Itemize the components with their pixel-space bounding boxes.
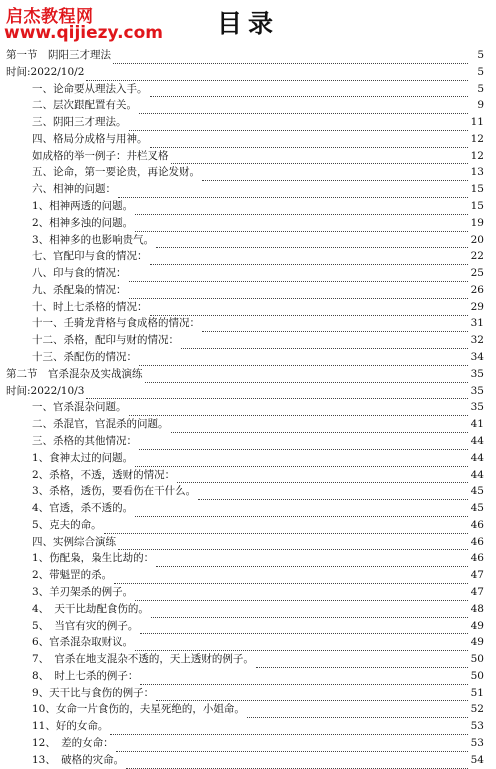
toc-dot-leader: [139, 437, 468, 450]
toc-dot-leader: [135, 638, 468, 651]
toc-entry[interactable]: [0, 81, 496, 98]
toc-page-number: 22: [470, 250, 484, 263]
toc-entry[interactable]: [0, 332, 496, 349]
toc-entry[interactable]: [0, 500, 496, 517]
toc-entry[interactable]: [0, 232, 496, 249]
toc-dot-leader: [198, 487, 468, 500]
toc-entry-title: 八、印与食的情况：: [32, 267, 127, 280]
toc-page-number: 54: [470, 753, 484, 766]
toc-dot-leader: [150, 303, 469, 316]
toc-page-number: 34: [470, 351, 484, 364]
toc-dot-leader: [118, 537, 468, 550]
toc-entry[interactable]: [0, 467, 496, 484]
toc-page-number: 46: [470, 518, 484, 531]
toc-entry-title: 1、食神太过的问题。: [32, 451, 134, 464]
toc-page-number: 20: [470, 233, 484, 246]
toc-entry[interactable]: [0, 282, 496, 299]
toc-dot-leader: [202, 319, 468, 332]
toc-dot-leader: [140, 621, 468, 634]
toc-page-number: 25: [470, 267, 484, 280]
toc-entry[interactable]: [0, 567, 496, 584]
toc-entry[interactable]: [0, 349, 496, 366]
toc-entry-title: 2、杀格，不透，透财的情况：: [32, 468, 176, 481]
toc-entry[interactable]: [0, 517, 496, 534]
toc-section-entry[interactable]: [0, 47, 496, 64]
toc-entry-title: 七、官配印与食的情况：: [32, 250, 148, 263]
toc-entry[interactable]: [0, 735, 496, 752]
toc-entry-title: 三、杀格的其他情况：: [32, 434, 137, 447]
toc-entry-title: 5、克夫的命。: [32, 518, 102, 531]
toc-entry-title: 12、 差的女命：: [32, 737, 114, 750]
toc-entry-title: 时间:2022/10/2: [6, 65, 85, 78]
toc-dot-leader: [135, 219, 468, 232]
toc-dot-leader: [139, 101, 468, 114]
toc-page-number: 9: [477, 99, 484, 112]
toc-page-number: 51: [470, 686, 484, 699]
toc-dot-leader: [256, 655, 468, 668]
toc-dot-leader: [140, 672, 468, 685]
toc-dot-leader: [156, 554, 468, 567]
toc-entry-title: 3、相神多的也影响贵气。: [32, 233, 155, 246]
toc-entry-title: 时间:2022/10/3: [6, 384, 85, 397]
toc-entry-title: 十三、杀配伤的情况：: [32, 351, 137, 364]
toc-entry-title: 十一、壬骑龙背格与食成格的情况：: [32, 317, 200, 330]
toc-entry-title: 如成格的举一例子：井栏叉格: [32, 149, 169, 162]
toc-entry-title: 第一节 阴阳三才理法: [6, 48, 111, 61]
toc-page-number: 44: [470, 434, 484, 447]
toc-entry[interactable]: [0, 114, 496, 131]
toc-entry[interactable]: [0, 164, 496, 181]
toc-section-entry[interactable]: [0, 383, 496, 400]
toc-entry-title: 六、相神的问题：: [32, 183, 116, 196]
toc-entry[interactable]: [0, 265, 496, 282]
toc-dot-leader: [116, 739, 468, 752]
toc-dot-leader: [135, 202, 468, 215]
toc-entry[interactable]: [0, 752, 496, 769]
toc-dot-leader: [114, 571, 468, 584]
toc-entry-title: 2、带魁罡的杀。: [32, 569, 113, 582]
toc-entry[interactable]: [0, 433, 496, 450]
toc-entry-title: 二、杀混官，官混杀的问题。: [32, 418, 169, 431]
toc-entry[interactable]: [0, 215, 496, 232]
toc-entry-title: 4、 天干比劫配食伤的。: [32, 602, 149, 615]
toc-entry-title: 二、层次跟配置有关。: [32, 99, 137, 112]
toc-entry[interactable]: [0, 248, 496, 265]
toc-page-number: 26: [470, 283, 484, 296]
toc-entry-title: 6、官杀混杂取财议。: [32, 636, 134, 649]
toc-dot-leader: [150, 84, 469, 97]
toc-page-number: 47: [470, 569, 484, 582]
toc-entry-title: 10、女命一片食伤的，夫星死绝的，小姐命。: [32, 703, 245, 716]
toc-entry-title: 1、伤配枭，枭生比劫的：: [32, 552, 155, 565]
toc-dot-leader: [129, 118, 469, 131]
toc-entry[interactable]: [0, 316, 496, 333]
toc-entry[interactable]: [0, 634, 496, 651]
toc-page-number: 53: [470, 720, 484, 733]
toc-entry-title: 四、格局分成格与用神。: [32, 132, 148, 145]
toc-entry[interactable]: [0, 299, 496, 316]
toc-section-entry[interactable]: [0, 64, 496, 81]
toc-entry-title: 九、杀配枭的情况：: [32, 283, 127, 296]
toc-dot-leader: [247, 705, 468, 718]
toc-entry[interactable]: [0, 550, 496, 567]
toc-dot-leader: [118, 185, 468, 198]
toc-dot-leader: [110, 722, 468, 735]
toc-page-number: 13: [470, 166, 484, 179]
toc-dot-leader: [150, 135, 469, 148]
toc-page-number: 35: [470, 384, 484, 397]
toc-page-number: 15: [470, 183, 484, 196]
toc-dot-leader: [135, 588, 468, 601]
toc-page-number: 46: [470, 535, 484, 548]
toc-dot-leader: [86, 386, 468, 399]
toc-page-number: 49: [470, 619, 484, 632]
toc-page-number: 45: [470, 485, 484, 498]
toc-entry-title: 13、 破格的灾命。: [32, 753, 125, 766]
toc-page-number: 31: [470, 317, 484, 330]
toc-dot-leader: [151, 605, 468, 618]
toc-entry-title: 3、杀格，透伤，要看伤在干什么。: [32, 485, 197, 498]
toc-page-number: 45: [470, 502, 484, 515]
toc-page-number: 47: [470, 585, 484, 598]
toc-entry[interactable]: [0, 534, 496, 551]
toc-page-number: 48: [470, 602, 484, 615]
toc-page-number: 50: [470, 653, 484, 666]
toc-page-number: 12: [470, 132, 484, 145]
toc-entry[interactable]: [0, 601, 496, 618]
toc-page-number: 50: [470, 669, 484, 682]
toc-entry[interactable]: [0, 181, 496, 198]
toc-entry[interactable]: [0, 584, 496, 601]
toc-page-number: 44: [470, 468, 484, 481]
toc-dot-leader: [135, 454, 468, 467]
toc-entry-title: 2、相神多浊的问题。: [32, 216, 134, 229]
toc-entry[interactable]: [0, 450, 496, 467]
toc-entry[interactable]: [0, 148, 496, 165]
toc-page-number: 46: [470, 552, 484, 565]
toc-page-number: 29: [470, 300, 484, 313]
toc-dot-leader: [145, 370, 469, 383]
toc-dot-leader: [129, 286, 469, 299]
toc-page-number: 12: [470, 149, 484, 162]
toc-dot-leader: [129, 403, 469, 416]
toc-section-entry[interactable]: [0, 366, 496, 383]
toc-entry-title: 十二、杀格，配印与财的情况：: [32, 334, 179, 347]
toc-page-number: 5: [477, 48, 484, 61]
toc-dot-leader: [156, 688, 468, 701]
toc-page-number: 49: [470, 636, 484, 649]
toc-entry-title: 1、相神两透的问题。: [32, 200, 134, 213]
toc-dot-leader: [129, 269, 469, 282]
toc-dot-leader: [126, 756, 468, 769]
toc-dot-leader: [150, 252, 469, 265]
table-of-contents: [0, 47, 496, 769]
toc-dot-leader: [86, 68, 468, 81]
toc-entry-title: 11、好的女命。: [32, 720, 109, 733]
toc-entry-title: 7、 官杀在地支混杂不透的，天上透财的例子。: [32, 653, 254, 666]
page-title: 目录: [216, 9, 279, 38]
toc-entry[interactable]: [0, 618, 496, 635]
toc-entry-title: 三、阴阳三才理法。: [32, 116, 127, 129]
toc-entry-title: 3、羊刃架杀的例子。: [32, 585, 134, 598]
toc-entry-title: 5、 当官有灾的例子。: [32, 619, 139, 632]
watermark-site-name: 启杰教程网: [6, 7, 94, 27]
toc-page-number: 32: [470, 334, 484, 347]
toc-page-number: 5: [477, 82, 484, 95]
watermark-url: www.qijiezy.com: [4, 23, 164, 43]
toc-entry-title: 五、论命，第一要论贵，再论发财。: [32, 166, 200, 179]
toc-entry[interactable]: [0, 701, 496, 718]
toc-dot-leader: [139, 353, 468, 366]
toc-entry-title: 4、官透，杀不透的。: [32, 502, 134, 515]
toc-entry-title: 第二节 官杀混杂及实战演练: [6, 367, 143, 380]
toc-entry[interactable]: [0, 718, 496, 735]
toc-dot-leader: [171, 151, 469, 164]
toc-entry[interactable]: [0, 483, 496, 500]
toc-entry[interactable]: [0, 416, 496, 433]
toc-page-number: 19: [470, 216, 484, 229]
toc-dot-leader: [135, 504, 468, 517]
toc-entry[interactable]: [0, 399, 496, 416]
toc-page-number: 11: [470, 116, 484, 129]
toc-page-number: 15: [470, 200, 484, 213]
toc-entry-title: 四、实例综合演练: [32, 535, 116, 548]
toc-page-number: 53: [470, 737, 484, 750]
toc-entry[interactable]: [0, 131, 496, 148]
toc-page-number: 44: [470, 451, 484, 464]
toc-dot-leader: [171, 420, 469, 433]
toc-dot-leader: [156, 235, 468, 248]
toc-page-number: 35: [470, 401, 484, 414]
toc-entry[interactable]: [0, 651, 496, 668]
toc-page-number: 5: [477, 65, 484, 78]
toc-entry-title: 十、时上七杀格的情况：: [32, 300, 148, 313]
toc-page-number: 35: [470, 367, 484, 380]
toc-page-number: 52: [470, 703, 484, 716]
toc-page-number: 41: [470, 418, 484, 431]
toc-entry[interactable]: [0, 198, 496, 215]
toc-entry-title: 一、官杀混杂问题。: [32, 401, 127, 414]
toc-entry[interactable]: [0, 668, 496, 685]
toc-dot-leader: [181, 336, 468, 349]
toc-dot-leader: [202, 168, 468, 181]
toc-entry-title: 9、天干比与食伤的例子：: [32, 686, 155, 699]
toc-entry[interactable]: [0, 685, 496, 702]
toc-entry-title: 一、论命要从理法入手。: [32, 82, 148, 95]
toc-dot-leader: [113, 51, 468, 64]
toc-entry[interactable]: [0, 97, 496, 114]
toc-dot-leader: [177, 470, 468, 483]
toc-entry-title: 8、 时上七杀的例子：: [32, 669, 139, 682]
toc-dot-leader: [104, 521, 468, 534]
